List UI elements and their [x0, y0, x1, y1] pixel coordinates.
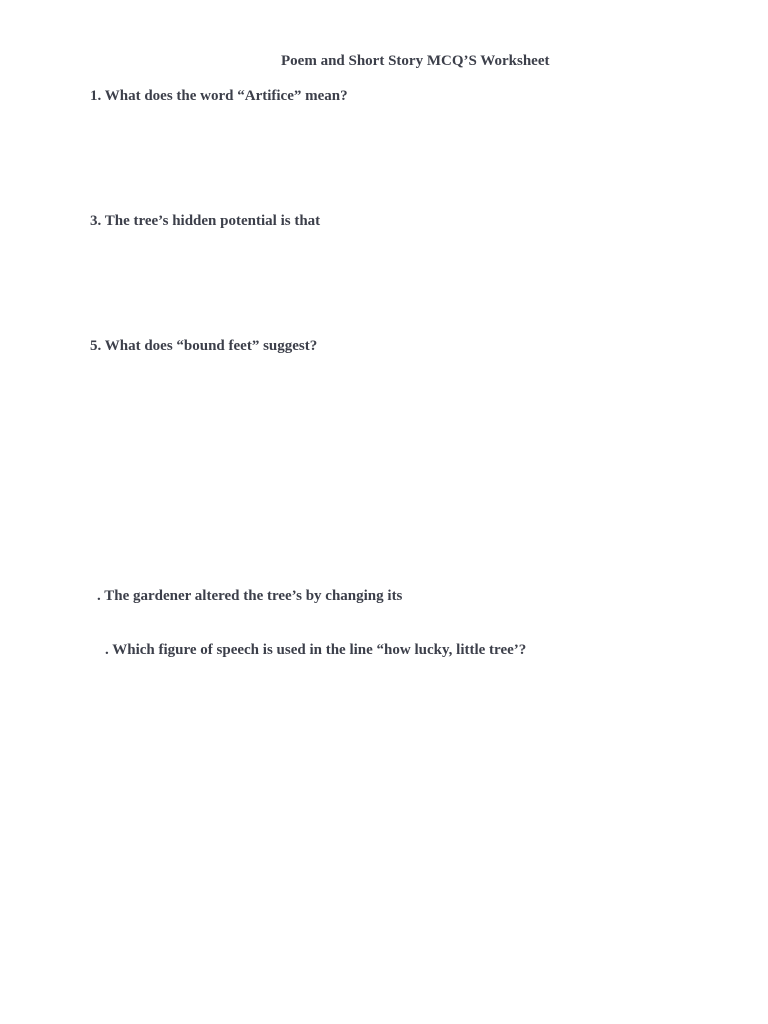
question-gardener-altered: . The gardener altered the tree’s by changing its: [97, 588, 403, 604]
question-figure-of-speech: . Which figure of speech is used in the line “how lucky, little tree’?: [105, 642, 527, 658]
question-hidden-potential: 3. The tree’s hidden potential is that: [90, 213, 321, 229]
worksheet-title: Poem and Short Story MCQ’S Worksheet: [281, 53, 550, 69]
question-artifice: 1. What does the word “Artifice” mean?: [90, 88, 348, 104]
question-bound-feet: 5. What does “bound feet” suggest?: [90, 338, 318, 354]
